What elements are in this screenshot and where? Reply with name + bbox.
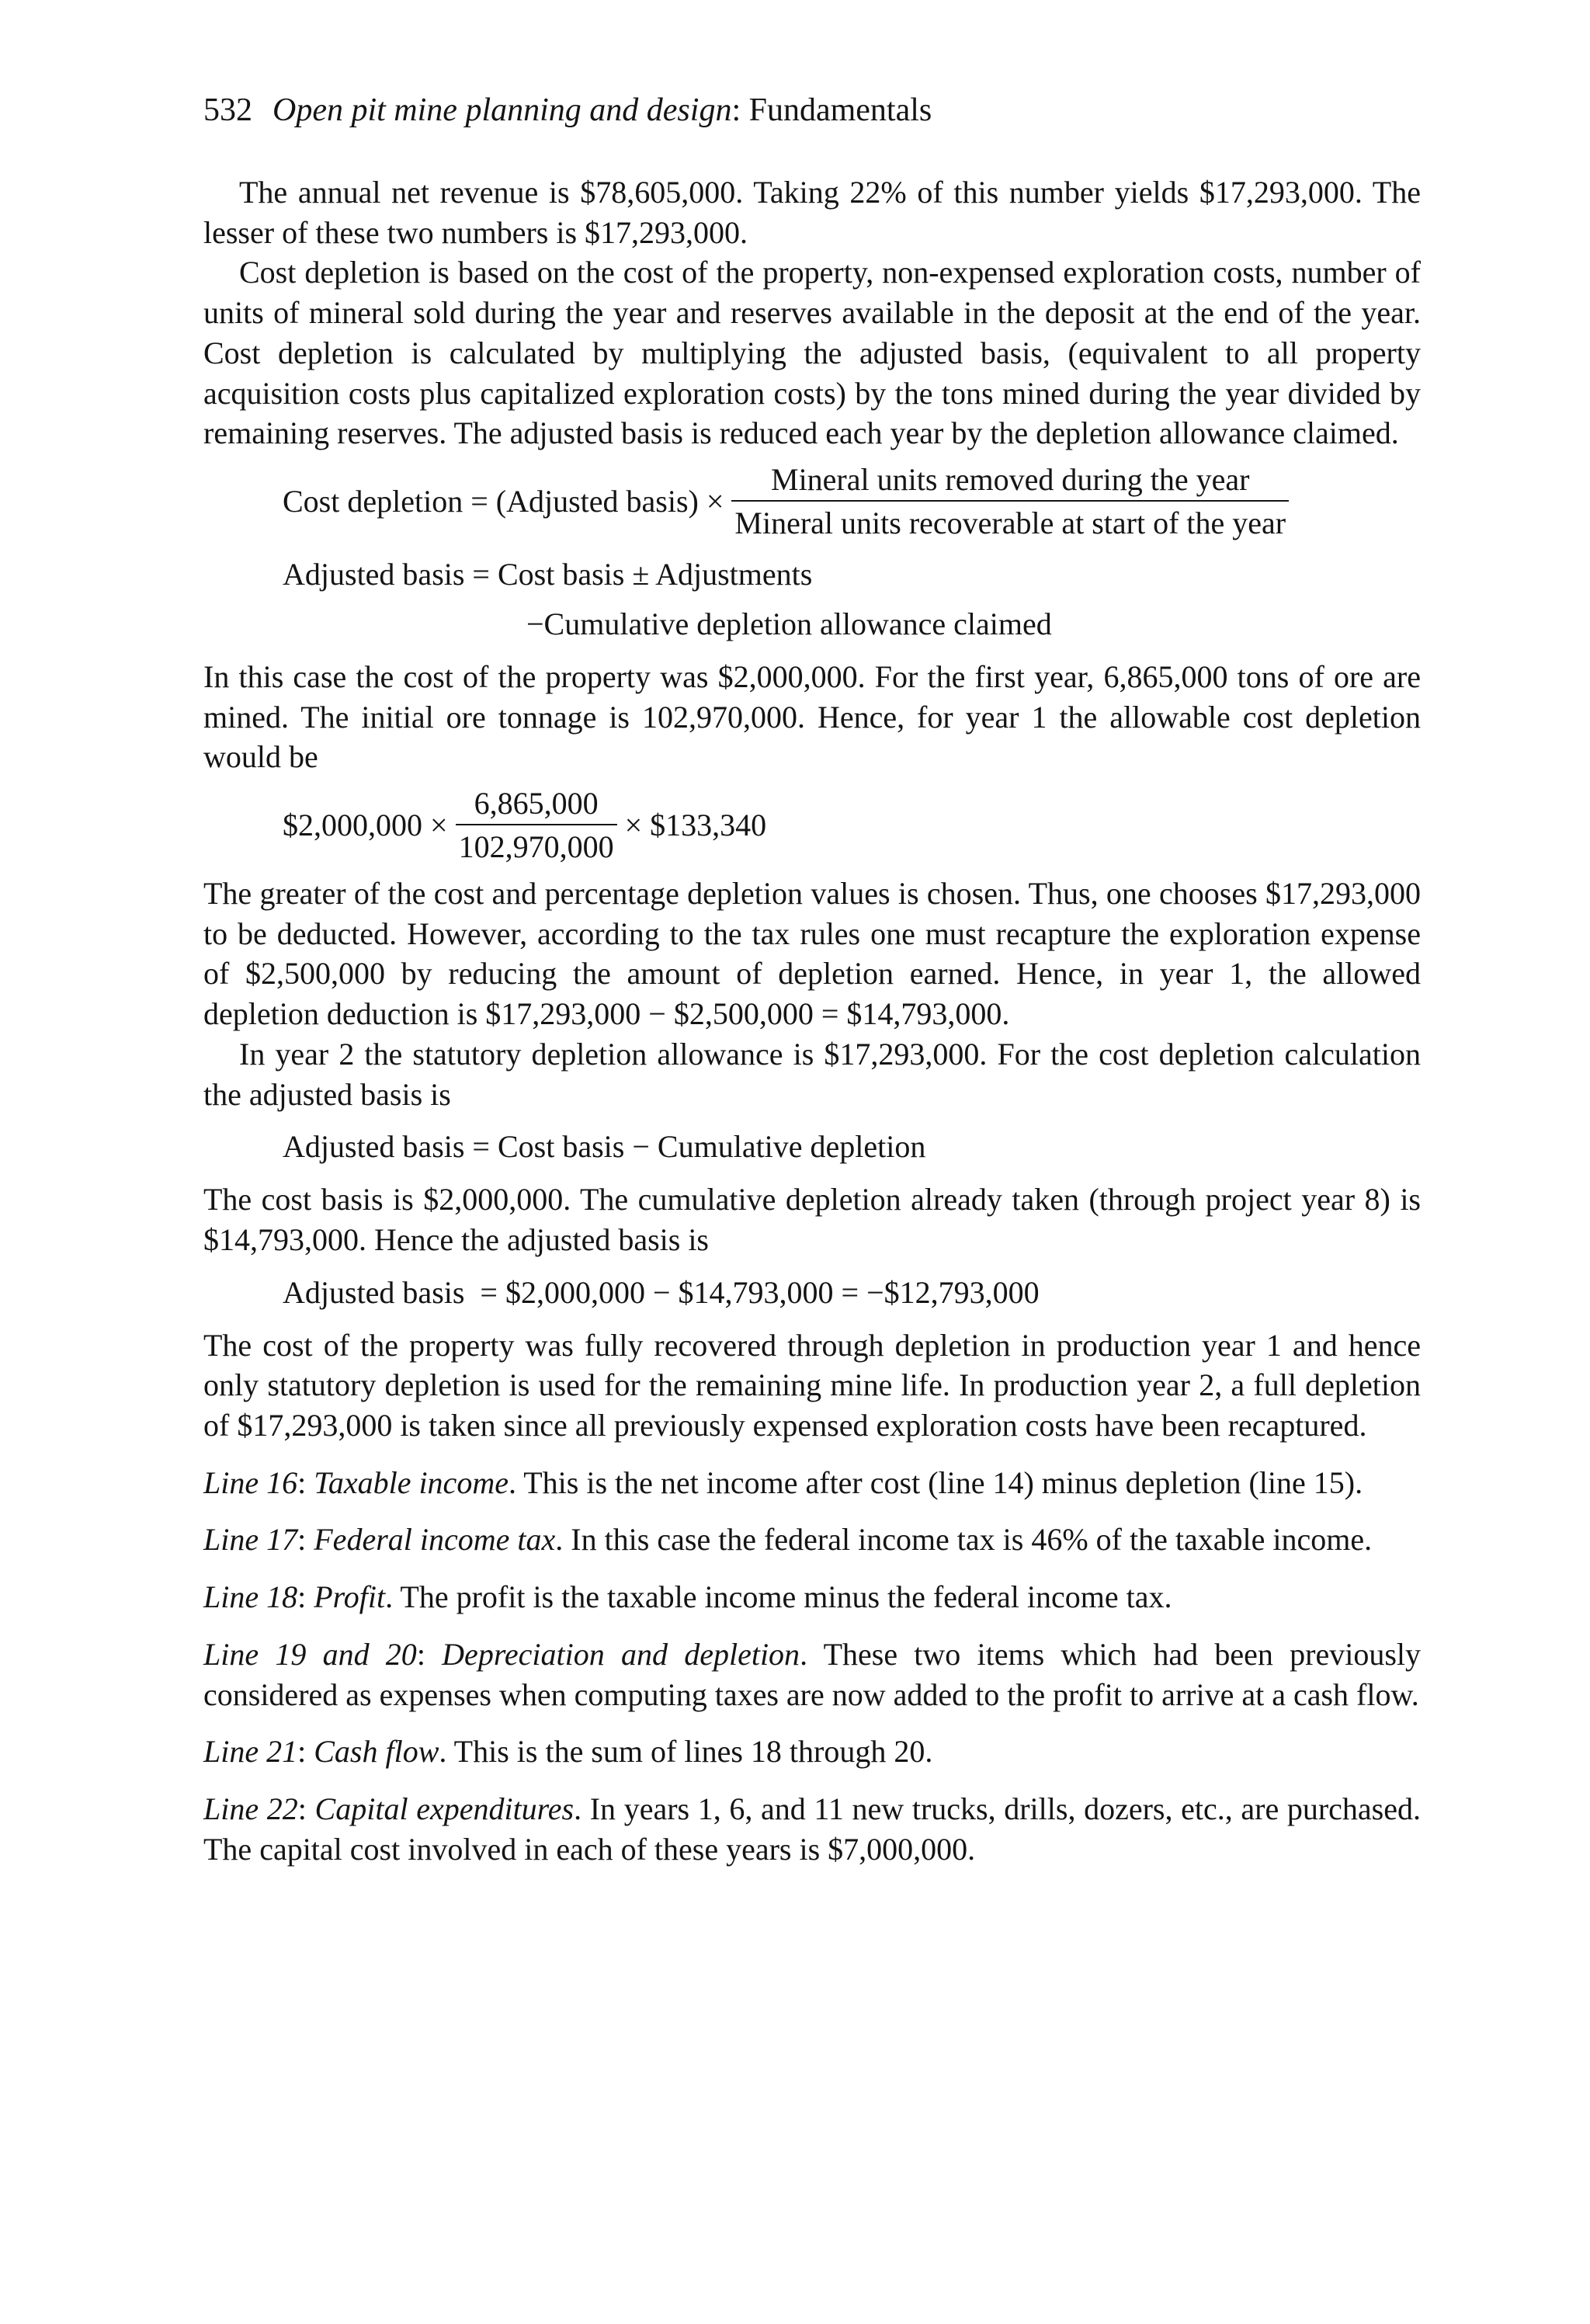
line-text: . In this case the federal income tax is 46% of the taxable income. <box>555 1522 1373 1558</box>
equation-lhs: Cost depletion = (Adjusted basis) × <box>283 484 724 519</box>
fraction <box>731 461 1289 542</box>
paragraph-cost-basis: The cost basis is $2,000,000. The cumulative depletion already taken (through project year 8) is $14,793,000. Hence the adjusted basis is <box>203 1182 1421 1257</box>
line-text: . The profit is the taxable income minus the federal income tax. <box>385 1579 1172 1615</box>
line-term: Taxable income <box>314 1464 509 1500</box>
paragraph-annual-net-revenue: The annual net revenue is $78,605,000. Taking 22% of this number yields $17,293,000. The lesser of these two numbers is $17,293,000. <box>203 175 1421 250</box>
line-term: Depreciation and depletion <box>442 1636 800 1672</box>
running-header <box>203 92 932 129</box>
line-label: Line 21 <box>203 1734 298 1770</box>
fraction-denominator: 102,970,000 <box>456 824 617 866</box>
paragraph-line-16: Line 16: Taxable income. This is the net income after cost (line 14) minus depletion (line 15). <box>203 1464 1363 1500</box>
line-label: Line 16 <box>203 1464 298 1500</box>
line-text: . This is the net income after cost (line 14) minus depletion (line 15). <box>508 1464 1363 1500</box>
paragraph-line-22: Line 22: Capital expenditures. In years 1, 6, and 11 new trucks, drills, dozers, etc., are purchased. The capital cost involved in each of these years is $7,000,000. <box>203 1791 1421 1867</box>
line-term: Federal income tax <box>314 1522 556 1558</box>
paragraph-line-17: Line 17: Federal income tax. In this case the federal income tax is 46% of the taxable income. <box>203 1522 1373 1558</box>
equation-line-2: −Cumulative depletion allowance claimed <box>526 606 1052 641</box>
line-term: Capital expenditures <box>314 1791 575 1826</box>
page-number: 532 <box>203 92 252 128</box>
equation-adjusted-basis-value: Adjusted basis = $2,000,000 − $14,793,000 = −$12,793,000 <box>283 1274 1040 1310</box>
paragraph-cost-depletion: Cost depletion is based on the cost of the property, non-expensed exploration costs, number of units of mineral sold during the year and reserves available in the deposit at the end of the year. Cost depletion is calculated by multiplying the adjusted basis, (equivalent to all property acquisition costs plus capitalized exploration costs) by the tons mined during the year divided by remaining reserves. The adjusted basis is reduced each year by the depletion allowance claimed. <box>203 255 1421 451</box>
body-text <box>203 172 1421 1869</box>
line-label: Line 17 <box>203 1522 298 1558</box>
paragraph-line-19-20: Line 19 and 20: Depreciation and depletion. These two items which had been previously considered as expenses when computing taxes are now added to the profit to arrive at a cash flow. <box>203 1636 1422 1712</box>
line-label: Line 19 and 20 <box>203 1636 417 1672</box>
equation-cost-depletion <box>283 461 1421 542</box>
running-subtitle: : Fundamentals <box>731 92 932 128</box>
equation-year1-cost-depletion <box>283 785 1421 866</box>
line-term: Cash flow <box>314 1734 439 1770</box>
line-label: Line 18 <box>203 1579 298 1615</box>
line-text: . In years 1, 6, and 11 new trucks, drills, dozers, etc., are purchased. The capital cost involved in each of these years is $7,000,000. <box>203 1791 1421 1867</box>
line-text: . This is the sum of lines 18 through 20. <box>439 1734 933 1770</box>
fraction-numerator: Mineral units removed during the year <box>771 461 1250 497</box>
equation-rhs: × $133,340 <box>624 808 767 843</box>
equation-lhs: $2,000,000 × <box>283 808 448 843</box>
fraction-denominator: Mineral units recoverable at start of the year <box>731 500 1289 542</box>
paragraph-year2: In year 2 the statutory depletion allowance is $17,293,000. For the cost depletion calculation the adjusted basis is <box>203 1036 1421 1112</box>
running-title: Open pit mine planning and design <box>273 92 732 128</box>
line-term: Profit <box>314 1579 386 1615</box>
paragraph-line-21: Line 21: Cash flow. This is the sum of lines 18 through 20. <box>203 1734 933 1770</box>
equation-adjusted-basis <box>283 550 1421 649</box>
fraction <box>456 785 617 866</box>
paragraph-fully-recovered: The cost of the property was fully recovered through depletion in production year 1 and hence only statutory depletion is used for the remaining mine life. In production year 2, a full depletion of $17,293,000 is taken since all previously expensed exploration costs have been recaptured. <box>203 1327 1421 1443</box>
equation-line-1: Adjusted basis = Cost basis ± Adjustments <box>283 556 813 592</box>
paragraph-property-cost: In this case the cost of the property was $2,000,000. For the first year, 6,865,000 tons of ore are mined. The initial ore tonnage is 102,970,000. Hence, for year 1 the allowable cost depletion would be <box>203 658 1421 775</box>
line-text: . These two items which had been previously considered as expenses when computing taxes are now added to the profit to arrive at a cash flow. <box>203 1636 1422 1712</box>
line-label: Line 22 <box>203 1791 298 1826</box>
paragraph-line-18: Line 18: Profit. The profit is the taxable income minus the federal income tax. <box>203 1579 1172 1615</box>
equation-adjusted-basis-year2: Adjusted basis = Cost basis − Cumulative depletion <box>283 1129 926 1165</box>
paragraph-greater-depletion: The greater of the cost and percentage depletion values is chosen. Thus, one chooses $17,293,000 to be deducted. However, according to the tax rules one must recapture the exploration expense of $2,500,000 by reducing the amount of depletion earned. Hence, in year 1, the allowed depletion deduction is $17,293,000 − $2,500,000 = $14,793,000. <box>203 876 1421 1032</box>
fraction-numerator: 6,865,000 <box>474 786 599 822</box>
